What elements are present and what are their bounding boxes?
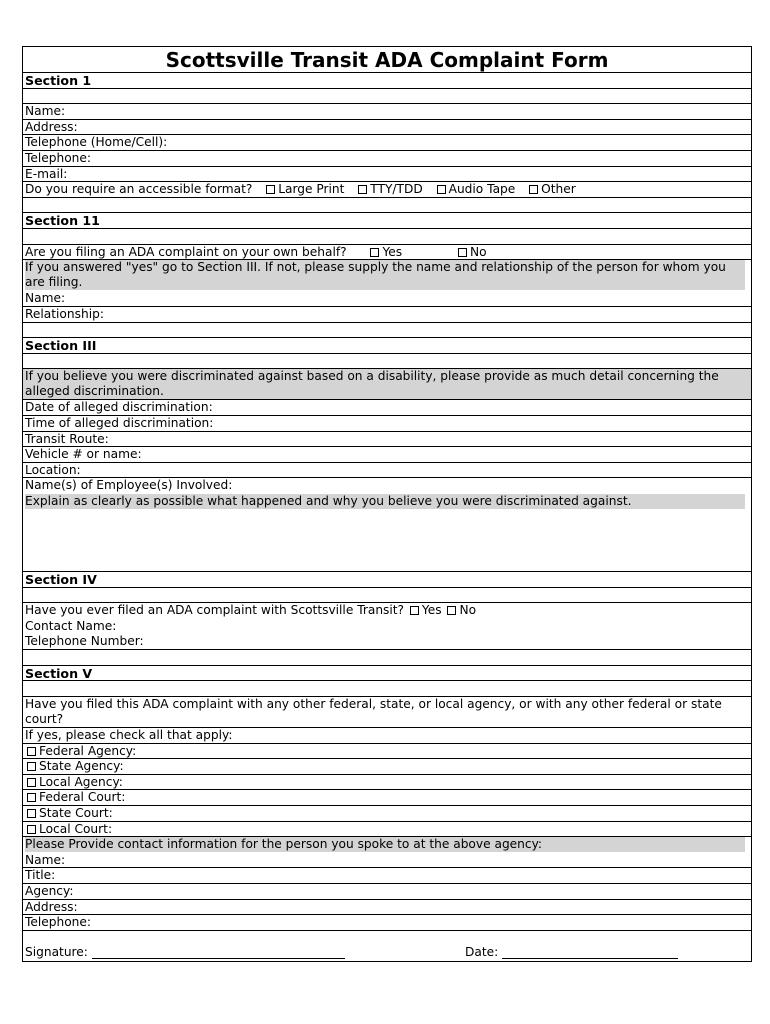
section-4-heading: Section IV [23,572,751,588]
federal-agency-checkbox[interactable] [27,747,36,756]
telephone-number-field[interactable]: Telephone Number: [23,634,751,650]
state-agency-label: State Agency: [39,759,124,774]
audio-tape-label: Audio Tape [448,182,516,197]
local-court-checkbox[interactable] [27,825,36,834]
agency-telephone-field[interactable]: Telephone: [23,915,751,931]
accessible-format-question: Do you require an accessible format? [25,182,253,197]
state-agency-checkbox[interactable] [27,762,36,771]
transit-route-field[interactable]: Transit Route: [23,432,751,448]
agency-field[interactable]: Agency: [23,884,751,900]
agency-state-row[interactable] [23,759,751,775]
agency-address-field[interactable]: Address: [23,900,751,916]
federal-agency-label: Federal Agency: [39,743,137,758]
signature-line[interactable] [92,958,345,959]
blank-row [23,323,751,339]
large-print-label: Large Print [278,182,345,197]
prior-complaint-no-label: No [459,603,477,618]
blank-row [23,198,751,214]
contact-instruction-row [23,837,751,853]
check-all-prompt: If yes, please check all that apply: [23,728,751,744]
location-field[interactable]: Location: [23,463,751,479]
court-state-row[interactable] [23,806,751,822]
telephone-home-cell-field[interactable]: Telephone (Home/Cell): [23,135,751,151]
section-2-instruction: If you answered "yes" go to Section III. If not, please supply the name and relationship of the person for whom you are filing. [25,260,745,290]
other-agency-question: Have you filed this ADA complaint with any other federal, state, or local agency, or with any other federal or state court? [23,697,751,728]
other-checkbox[interactable] [529,185,538,194]
prior-complaint-yes-label: Yes [421,603,442,618]
agency-contact-name-field[interactable]: Name: [23,853,751,869]
form-title: Scottsville Transit ADA Complaint Form [23,47,751,73]
vehicle-field[interactable]: Vehicle # or name: [23,447,751,463]
contact-instruction: Please Provide contact information for the person you spoke to at the above agency: [25,837,745,852]
other-label: Other [541,182,576,197]
date-label: Date: [465,944,499,959]
own-behalf-yes-checkbox[interactable] [370,248,379,257]
name-field[interactable]: Name: [23,104,751,120]
federal-court-label: Federal Court: [39,790,126,805]
explain-prompt: Explain as clearly as possible what happened and why you believe you were discriminated against. [25,494,745,509]
blank-row [23,354,751,370]
court-federal-row[interactable] [23,790,751,806]
prior-complaint-question: Have you ever filed an ADA complaint with Scottsville Transit? [25,603,405,618]
time-of-discrimination-field[interactable]: Time of alleged discrimination: [23,416,751,432]
date-line[interactable] [502,958,678,959]
signature-label: Signature: [25,944,88,959]
telephone-field[interactable]: Telephone: [23,151,751,167]
agency-contact-title-field[interactable]: Title: [23,868,751,884]
section-3-heading: Section III [23,338,751,354]
section-3-instruction: If you believe you were discriminated against based on a disability, please provide as much detail concerning the alleged discrimination. [23,369,751,400]
audio-tape-checkbox[interactable] [437,185,446,194]
agency-federal-row[interactable] [23,744,751,760]
prior-complaint-no-checkbox[interactable] [447,606,456,615]
local-agency-checkbox[interactable] [27,778,36,787]
section-1-heading: Section 1 [23,73,751,89]
large-print-checkbox[interactable] [266,185,275,194]
tty-tdd-checkbox[interactable] [358,185,367,194]
accessible-format-row [23,182,751,198]
contact-name-field[interactable]: Contact Name: [25,618,117,633]
blank-row [23,681,751,697]
section-2-instruction-row [23,260,751,291]
state-court-checkbox[interactable] [27,809,36,818]
blank-row [23,89,751,105]
representative-name-field[interactable]: Name: [23,291,751,307]
employees-field[interactable]: Name(s) of Employee(s) Involved: [25,478,233,493]
date-of-discrimination-field[interactable]: Date of alleged discrimination: [23,400,751,416]
own-behalf-no-label: No [470,244,487,259]
signature-row [23,931,751,961]
address-field[interactable]: Address: [23,120,751,136]
own-behalf-row [23,245,751,261]
blank-row [23,229,751,245]
own-behalf-no-checkbox[interactable] [458,248,467,257]
section-5-heading: Section V [23,666,751,682]
tty-tdd-label: TTY/TDD [370,182,423,197]
relationship-field[interactable]: Relationship: [23,307,751,323]
court-local-row[interactable] [23,822,751,838]
complaint-form [22,46,752,962]
prior-complaint-yes-checkbox[interactable] [410,606,419,615]
explain-area[interactable] [23,494,751,572]
blank-row [23,650,751,666]
agency-local-row[interactable] [23,775,751,791]
own-behalf-yes-label: Yes [382,244,403,259]
local-court-label: Local Court: [39,821,113,836]
federal-court-checkbox[interactable] [27,793,36,802]
local-agency-label: Local Agency: [39,774,123,789]
own-behalf-question: Are you filing an ADA complaint on your own behalf? [25,244,347,259]
blank-row [23,588,751,604]
section-2-heading: Section 11 [23,213,751,229]
state-court-label: State Court: [39,805,113,820]
prior-complaint-row [23,603,751,619]
email-field[interactable]: E-mail: [23,167,751,183]
